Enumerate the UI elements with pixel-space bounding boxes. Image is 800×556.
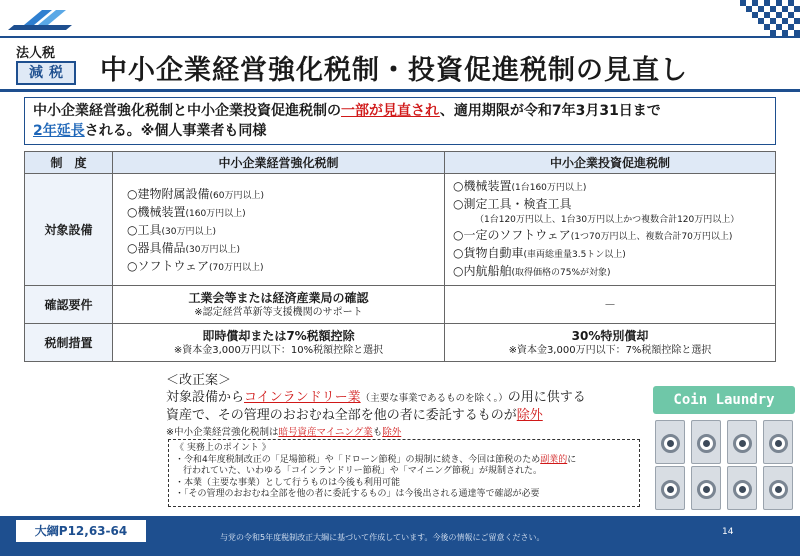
reform-line-2: 資産で、その管理のおおむね全部を他の者に委託するものが除外 — [166, 408, 543, 423]
washer-icon — [691, 420, 721, 464]
confirm-enhancement-cell: 工業会等または経済産業局の確認 ※認定経営革新等支援機関のサポート — [113, 286, 445, 324]
page-number: 14 — [722, 527, 734, 537]
practical-points-box — [168, 439, 640, 507]
list-item: ○内航船舶(取得価格の75%が対象) — [453, 264, 611, 278]
washer-icon — [763, 466, 793, 510]
list-item: ○測定工具・検査工具 — [453, 197, 572, 211]
list-item: ○一定のソフトウェア(1つ70万円以上、複数合計70万円以上) — [453, 228, 733, 242]
reform-line-1: 対象設備からコインランドリー業（主要な事業であるものを除く。）の用に供する — [166, 390, 586, 405]
points-line-3: ・本業（主要な事業）として行うものは今後も利用可能 — [175, 477, 401, 488]
list-item: ○工具(30万円以上) — [127, 222, 216, 237]
list-item: ○ソフトウェア(70万円以上) — [127, 258, 264, 273]
list-item-subnote: （1台120万円以上、1台30万円以上かつ複数合計120万円以上） — [475, 215, 740, 225]
reform-line-3: ※中小企業経営強化税制は暗号資産マイニング業も除外 — [166, 427, 402, 438]
summary-highlight-extension: 2年延長 — [33, 123, 85, 139]
measure-promotion-cell: 30%特別償却 ※資本金3,000万円以下：7%税額控除と選択 — [445, 324, 776, 362]
measure-enhancement-cell: 即時償却または7%税額控除 ※資本金3,000万円以下：10%税額控除と選択 — [113, 324, 445, 362]
table-header-system: 制 度 — [25, 152, 113, 174]
washer-icon — [727, 466, 757, 510]
footer-note: 与党の令和5年度税制改正大綱に基づいて作成しています。今後の情報にご留意ください。 — [220, 533, 545, 542]
list-item: ○貨物自動車(車両総重量3.5トン以上) — [453, 246, 626, 260]
list-item: ○機械装置(1台160万円以上) — [453, 179, 587, 193]
header-bar — [0, 0, 800, 36]
page-title: 中小企業経営強化税制・投資促進税制の見直し — [100, 55, 688, 86]
row-label-target: 対象設備 — [25, 174, 113, 286]
washer-group — [655, 420, 793, 510]
checker-pattern-icon — [708, 0, 800, 36]
confirm-promotion-cell: － — [445, 286, 776, 324]
list-item: ○機械装置(160万円以上) — [127, 204, 246, 219]
coin-laundry-illustration — [653, 386, 795, 512]
washer-icon — [691, 466, 721, 510]
row-label-confirm: 確認要件 — [25, 286, 113, 324]
target-promotion-cell — [445, 174, 776, 286]
coin-laundry-sign: Coin Laundry — [653, 386, 795, 414]
table-header-row — [25, 152, 776, 174]
summary-highlight-partial-revision: 一部が見直され — [341, 103, 440, 119]
header-rule — [0, 36, 800, 38]
summary-text: される。※個人事業者も同様 — [84, 123, 267, 139]
title-underline — [0, 89, 800, 92]
summary-text: 中小企業経営強化税制と中小企業投資促進税制の — [33, 103, 341, 119]
list-item: ○建物附属設備(60万円以上) — [127, 186, 264, 201]
table-header-enhancement: 中小企業経営強化税制 — [113, 152, 445, 174]
row-label-measure: 税制措置 — [25, 324, 113, 362]
reform-proposal — [166, 372, 636, 441]
category-label: 法人税 — [16, 46, 56, 61]
comparison-table — [24, 151, 776, 362]
points-line-2: 行われていた、いわゆる「コインランドリー節税」や「マイニング節税」が規制された。 — [183, 466, 543, 476]
points-line-4: ・「その管理のおおむね全部を他の者に委託するもの」は今後出される通達等で確認が必要 — [175, 489, 540, 499]
table-row-target — [25, 174, 776, 286]
table-header-promotion: 中小企業投資促進税制 — [445, 152, 776, 174]
table-row-measure — [25, 324, 776, 362]
table-row-confirm — [25, 286, 776, 324]
list-item: ○器具備品(30万円以上) — [127, 240, 240, 255]
tax-cut-badge: 減税 — [16, 61, 76, 85]
washer-icon — [763, 420, 793, 464]
logo-icon — [8, 6, 78, 32]
washer-icon — [727, 420, 757, 464]
washer-icon — [655, 466, 685, 510]
points-heading: 《 実務上のポイント 》 — [175, 443, 271, 453]
summary-box — [24, 97, 776, 145]
washer-icon — [655, 420, 685, 464]
points-line-1: ・令和4年度税制改正の「足場節税」や「ドローン節税」の規制に続き、今回は節税のため副業的に — [175, 454, 577, 465]
summary-text: 、適用期限が令和7年3月31日まで — [439, 103, 661, 119]
reform-heading: ＜改正案＞ — [166, 373, 232, 388]
target-enhancement-cell — [113, 174, 445, 286]
footer-reference: 大綱P12,63-64 — [16, 520, 146, 542]
